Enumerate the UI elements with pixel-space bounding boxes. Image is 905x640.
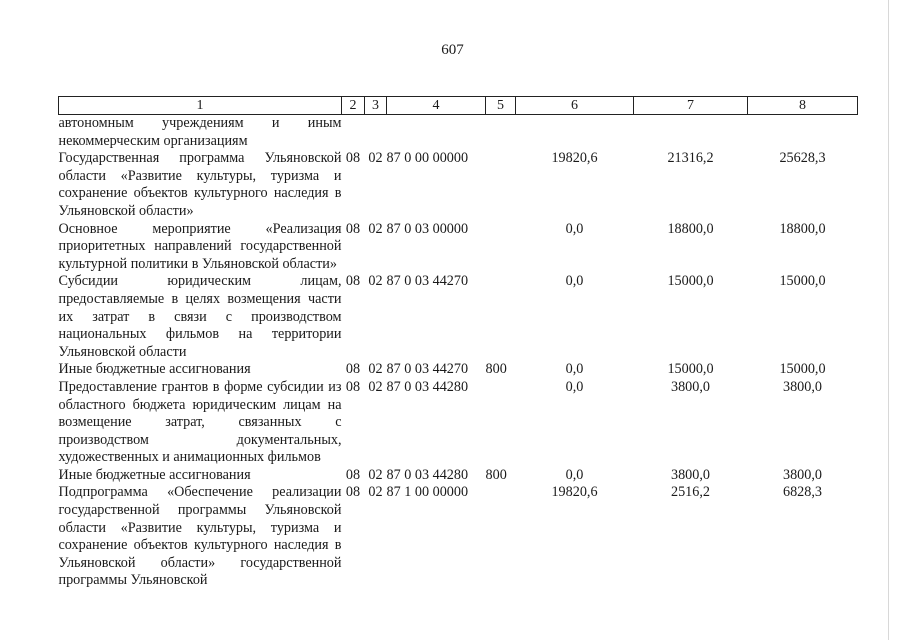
row-description <box>59 115 342 151</box>
row-description <box>59 379 342 467</box>
row-target-code <box>387 115 486 151</box>
row-expense-type <box>486 484 516 590</box>
row-target-code: 87 0 03 44280 <box>386 466 469 483</box>
row-description <box>59 273 342 361</box>
row-description-text: Государственная программа Ульяновской области «Развитие культуры, туризма и сохранение объектов культурного наследия в Ульяновской области» <box>58 150 342 219</box>
row-section-code: 08 <box>345 361 361 378</box>
row-section-code: 08 <box>345 220 361 237</box>
row-description-text: Иные бюджетные ассигнования <box>58 466 251 483</box>
row-value-col-7: 15000,0 <box>667 273 714 290</box>
row-target-code: 87 0 03 00000 <box>386 220 469 237</box>
row-subsection-code: 02 <box>368 150 383 167</box>
table-row <box>59 379 858 467</box>
row-value-col-7 <box>634 115 748 151</box>
row-description-text: Подпрограмма «Обеспечение реализации государственной программы Ульяновской области «Развитие культуры, туризма и сохранение объектов культурного наследия в Ульяновской области» государственной программы Ульяновской <box>58 484 342 589</box>
table-row <box>59 150 858 220</box>
row-expense-type <box>486 221 516 274</box>
row-value-col-8: 25628,3 <box>779 150 826 167</box>
row-value-col-8: 18800,0 <box>779 220 826 237</box>
row-description <box>59 221 342 274</box>
header-col-2: 2 <box>342 97 365 115</box>
row-value-col-6: 0,0 <box>565 220 584 237</box>
row-value-col-6: 0,0 <box>565 273 584 290</box>
table-row <box>59 484 858 590</box>
row-value-col-6: 0,0 <box>565 378 584 395</box>
row-value-col-7: 3800,0 <box>670 378 710 395</box>
row-expense-type: 800 <box>485 361 507 378</box>
row-expense-type <box>486 273 516 361</box>
row-section-code <box>342 115 365 151</box>
row-section-code: 08 <box>345 466 361 483</box>
table-row <box>59 467 858 485</box>
row-section-code: 08 <box>345 273 361 290</box>
row-value-col-6: 0,0 <box>565 466 584 483</box>
row-description <box>59 467 342 485</box>
row-description <box>59 361 342 379</box>
row-value-col-8: 15000,0 <box>779 273 826 290</box>
row-value-col-7: 3800,0 <box>670 466 710 483</box>
row-subsection-code: 02 <box>368 273 383 290</box>
row-expense-type <box>486 115 516 151</box>
row-value-col-7: 15000,0 <box>667 361 714 378</box>
table-row <box>59 115 858 151</box>
page-number: 607 <box>441 42 464 58</box>
row-description <box>59 150 342 220</box>
row-value-col-7: 18800,0 <box>667 220 714 237</box>
row-expense-type: 800 <box>485 466 507 483</box>
row-subsection-code: 02 <box>368 378 383 395</box>
row-description-text: Основное мероприятие «Реализация приоритетных направлений государственной культурной политики в Ульяновской области» <box>58 220 342 272</box>
row-section-code: 08 <box>345 150 361 167</box>
row-value-col-8: 3800,0 <box>782 466 822 483</box>
row-value-col-8: 3800,0 <box>782 378 822 395</box>
row-target-code: 87 1 00 00000 <box>386 484 469 501</box>
table-body <box>59 115 858 591</box>
row-subsection-code: 02 <box>368 220 383 237</box>
page-border-line <box>888 0 889 640</box>
row-value-col-7: 21316,2 <box>667 150 714 167</box>
row-value-col-8: 6828,3 <box>782 484 822 501</box>
row-value-col-6 <box>516 115 634 151</box>
row-value-col-8: 15000,0 <box>779 361 826 378</box>
row-description <box>59 484 342 590</box>
row-value-col-6: 19820,6 <box>551 484 598 501</box>
row-description-text: Субсидии юридическим лицам, предоставляемые в целях возмещения части их затрат в связи с производством национальных фильмов на территории Ульяновской области <box>58 273 342 360</box>
row-expense-type <box>486 379 516 467</box>
header-col-8: 8 <box>748 97 858 115</box>
row-value-col-6: 0,0 <box>565 361 584 378</box>
row-description-text: автономным учреждениям и иным некоммерческим организациям <box>58 115 342 149</box>
row-section-code: 08 <box>345 484 361 501</box>
header-col-7: 7 <box>634 97 748 115</box>
row-section-code: 08 <box>345 378 361 395</box>
row-target-code: 87 0 03 44270 <box>386 273 469 290</box>
table-row <box>59 361 858 379</box>
row-value-col-7: 2516,2 <box>670 484 710 501</box>
row-subsection-code <box>365 115 387 151</box>
row-expense-type <box>486 150 516 220</box>
header-col-1: 1 <box>59 97 342 115</box>
row-target-code: 87 0 00 00000 <box>386 150 469 167</box>
row-subsection-code: 02 <box>368 361 383 378</box>
row-target-code: 87 0 03 44270 <box>386 361 469 378</box>
header-col-4: 4 <box>387 97 486 115</box>
row-target-code: 87 0 03 44280 <box>386 378 469 395</box>
row-value-col-6: 19820,6 <box>551 150 598 167</box>
header-col-3: 3 <box>365 97 387 115</box>
table-row <box>59 273 858 361</box>
row-description-text: Предоставление грантов в форме субсидии из областного бюджета юридическим лицам на возмещение затрат, связанных с производством документальных, художественных и анимационных фильмов <box>58 378 342 466</box>
row-value-col-8 <box>748 115 858 151</box>
row-description-text: Иные бюджетные ассигнования <box>58 361 251 378</box>
table-row <box>59 221 858 274</box>
row-subsection-code: 02 <box>368 484 383 501</box>
table-header-row <box>59 97 858 115</box>
header-col-6: 6 <box>516 97 634 115</box>
header-col-5: 5 <box>486 97 516 115</box>
budget-table <box>58 96 858 590</box>
row-subsection-code: 02 <box>368 466 383 483</box>
